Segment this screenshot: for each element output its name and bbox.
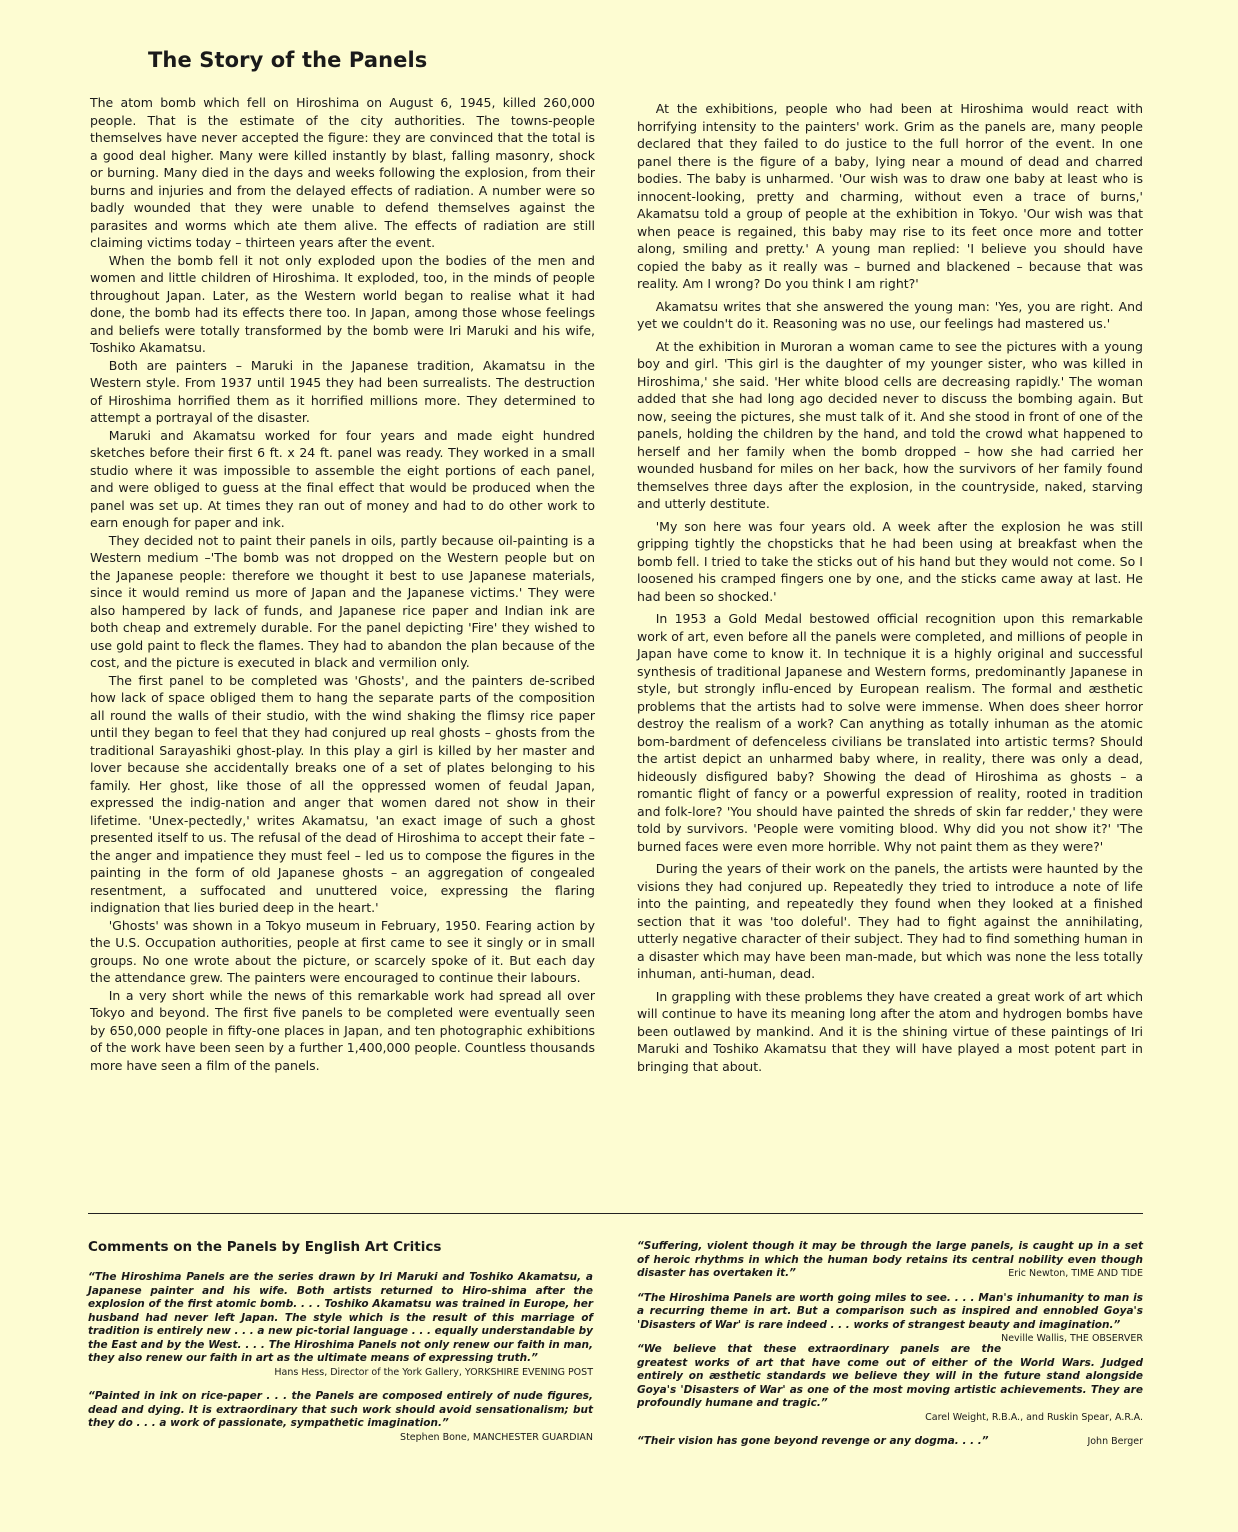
quote-attribution: Neville Wallis, THE OBSERVER (1001, 1333, 1143, 1344)
paragraph: Both are painters – Maruki in the Japanese tradition, Akamatsu in the Western style. From 1937 until 1945 they had been surrealists. The destruction of Hiroshima horrified them as it horrified millions more. They determined to attempt a portrayal of the disaster. (90, 357, 595, 425)
quote-attribution: Carel Weight, R.B.A., and Ruskin Spear, A.R.A. (925, 1411, 1143, 1423)
paragraph: In 1953 a Gold Medal bestowed official recognition upon this remarkable work of art, even before all the panels were completed, and millions of people in Japan have come to know it. In technique it is a highly original and successful synthesis of traditional Japanese and Western forms, predominantly Japanese in style, but strongly influ-enced by European realism. The formal and æsthetic problems that the artists had to solve were immense. When does sheer horror destroy the realism of a work? Can anything as totally inhuman as the atomic bom-bardment of defenceless civilians be translated into artistic terms? Should the artist depict an unharmed baby where, in reality, there was only a dead, hideously disfigured baby? Showing the dead of Hiroshima as ghosts – a romantic flight of fancy or a powerful expression of reality, rooted in tradition and folk-lore? 'You should have painted the shreds of skin far redder,' they were told by survivors. 'People were vomiting blood. Why did you not show it?' 'The burned faces were even more horrible. Why not paint them as they were?' (637, 611, 1143, 854)
critic-quote (88, 1390, 593, 1443)
quote-text: “Suffering, violent though it may be through the large panels, is caught up in a set of heroic rhythms in which the human body retains its central nobility even though disaster has overtaken it.” (637, 1240, 1143, 1279)
paragraph: At the exhibitions, people who had been at Hiroshima would react with horrifying intensity to the painters' work. Grim as the panels are, many people declared that they failed to do justice to the full horror of the event. In one panel there is the figure of a baby, lying near a mound of dead and charred bodies. The baby is unharmed. 'Our wish was to draw one baby at least who is innocent-looking, pretty and charming, without even a trace of burns,' Akamatsu told a group of people at the exhibition in Tokyo. 'Our wish was that when peace is regained, this baby may rise to its feet once more and totter along, smiling and pretty.' A young man replied: 'I believe you should have copied the baby as it really was – burned and blackened – because that was reality. Am I wrong? Do you think I am right?' (637, 101, 1143, 291)
critic-quote (88, 1271, 593, 1379)
quote-attribution: Stephen Bone, MANCHESTER GUARDIAN (400, 1431, 593, 1443)
paragraph: In grappling with these problems they have created a great work of art which will continue to have its meaning long after the atom and hydrogen bombs have been outlawed by mankind. And it is the shining virtue of these paintings of Iri Maruki and Toshiko Akamatsu that they will have played a most potent part in bringing that about. (637, 988, 1143, 1074)
quote-attribution: Eric Newton, TIME AND TIDE (1008, 1268, 1143, 1279)
quote-attribution: John Berger (1087, 1436, 1143, 1447)
quote-text: “Their vision has gone beyond revenge or any dogma. . . .” (637, 1435, 989, 1447)
quote-text: “The Hiroshima Panels are the series drawn by Iri Maruki and Toshiko Akamatsu, a Japanese painter and his wife. Both artists returned to Hiro-shima after the explosion of the first atomic bomb. . . . Toshiko Akamatsu was trained in Europe, her husband had never left Japan. The style which is the result of this marriage of tradition is entirely new . . . a new pic-torial language . . . equally understandable by the East and by the West. . . . The Hiroshima Panels not only renew our faith in man, they also renew our faith in art as the ultimate means of expressing truth.” (88, 1271, 593, 1364)
critics-heading: Comments on the Panels by English Art Critics (88, 1239, 442, 1255)
article-left-column (90, 94, 595, 1074)
quote-text: “Painted in ink on rice-paper . . . the Panels are composed entirely of nude figures, dead and dying. It is extraordinary that such work should avoid sensationalism; but they do . . . a work of passionate, sympathetic imagination.” (88, 1390, 593, 1429)
paragraph: When the bomb fell it not only exploded upon the bodies of the men and women and little children of Hiroshima. It exploded, too, in the minds of people throughout Japan. Later, as the Western world began to realise what it had done, the bomb had its effects there too. In Japan, among those whose feelings and beliefs were totally transformed by the bomb were Iri Maruki and his wife, Toshiko Akamatsu. (90, 252, 595, 355)
quote-attribution: Hans Hess, Director of the York Gallery, YORKSHIRE EVENING POST (274, 1366, 593, 1378)
critic-quote (637, 1435, 1143, 1449)
article-right-column (637, 100, 1143, 1080)
paragraph: The first panel to be completed was 'Ghosts', and the painters de-scribed how lack of space obliged them to hang the separate parts of the composition all round the walls of their studio, with the wind shaking the flimsy rice paper until they began to feel that they had conjured up real ghosts – ghosts from the traditional Sarayashiki ghost-play. In this play a girl is killed by her master and lover because she accidentally breaks one of a set of plates belonging to his family. Her ghost, like those of all the oppressed women of feudal Japan, expressed the indig-nation and anger that women dared not show in their lifetime. 'Unex-pectedly,' writes Akamatsu, 'an exact image of such a ghost presented itself to us. The refusal of the dead of Hiroshima to accept their fate – the anger and impatience they must feel – led us to compose the figures in the painting in the form of old Japanese ghosts – an aggregation of congealed resentment, a suffocated and unuttered voice, expressing the flaring indignation that lies buried deep in the heart.' (90, 672, 595, 915)
paragraph: Maruki and Akamatsu worked for four years and made eight hundred sketches before their first 6 ft. x 24 ft. panel was ready. They worked in a small studio where it was impossible to assemble the eight portions of each panel, and were obliged to guess at the final effect that would be produced when the panel was set up. At times they ran out of money and had to do other work to earn enough for paper and ink. (90, 427, 595, 530)
critic-quote (637, 1343, 1143, 1424)
critic-quote (637, 1291, 1143, 1344)
paragraph: 'Ghosts' was shown in a Tokyo museum in February, 1950. Fearing action by the U.S. Occupation authorities, people at first came to see it singly or in small groups. No one wrote about the picture, or scarcely spoke of it. But each day the attendance grew. The painters were encouraged to continue their labours. (90, 917, 595, 985)
page-title: The Story of the Panels (148, 48, 428, 72)
quote-text: “We believe that these extraordinary panels are the greatest works of art that have come out of either of the World Wars. Judged entirely on æsthetic standards we believe they will in the future stand alongside Goya's 'Disasters of War' as one of the most moving artistic achievements. They are profoundly humane and tragic.” (637, 1343, 1143, 1409)
critics-left-column (88, 1271, 593, 1444)
paragraph: At the exhibition in Muroran a woman came to see the pictures with a young boy and girl. 'This girl is the daughter of my younger sister, who was killed in Hiroshima,' she said. 'Her white blood cells are decreasing rapidly.' The woman added that she had long ago decided never to discuss the bombing again. But now, seeing the pictures, she must talk of it. And she stood in front of one of the panels, holding the children by the hand, and told the crowd what happened to herself and her family when the bomb dropped – how she had carried her wounded husband for miles on her back, how the survivors of her family found themselves three days after the explosion, in the countryside, naked, starving and utterly destitute. (637, 338, 1143, 511)
critics-right-column (637, 1240, 1143, 1460)
paragraph: In a very short while the news of this remarkable work had spread all over Tokyo and beyond. The first five panels to be completed were eventually seen by 650,000 people in fifty-one places in Japan, and ten photographic exhibitions of the work have been seen by a further 1,400,000 people. Countless thousands more have seen a film of the panels. (90, 987, 595, 1073)
paragraph: The atom bomb which fell on Hiroshima on August 6, 1945, killed 260,000 people. That is the estimate of the city authorities. The towns-people themselves have never accepted the figure: they are convinced that the total is a good deal higher. Many were killed instantly by blast, falling masonry, shock or burning. Many died in the days and weeks following the explosion, from their burns and injuries and from the delayed effects of radiation. A number were so badly wounded that they were unable to defend themselves against the parasites and worms which ate them alive. The effects of radiation are still claiming victims today – thirteen years after the event. (90, 95, 595, 250)
paragraph: During the years of their work on the panels, the artists were haunted by the visions they had conjured up. Repeatedly they tried to introduce a note of life into the painting, and repeatedly they found when they looked at a finished section that it was 'too doleful'. They had to fight against the annihilating, utterly negative character of their subject. They had to find something human in a disaster which may have been man-made, but which was none the less totally inhuman, anti-human, dead. (637, 861, 1143, 981)
critic-quote (637, 1240, 1143, 1281)
paragraph: They decided not to paint their panels in oils, partly because oil-painting is a Western medium –'The bomb was not dropped on the Western people but on the Japanese people: therefore we thought it best to use Japanese materials, since it would remind us more of Japan and the Japanese victims.' They were also hampered by lack of funds, and Japanese rice paper and Indian ink are both cheap and extremely durable. For the panel depicting 'Fire' they wished to use gold paint to fleck the flames. They had to abandon the plan because of the cost, and the picture is executed in black and vermilion only. (90, 532, 595, 670)
paragraph: Akamatsu writes that she answered the young man: 'Yes, you are right. And yet we couldn't do it. Reasoning was no use, our feelings had mastered us.' (637, 298, 1143, 331)
paragraph: 'My son here was four years old. A week after the explosion he was still gripping tightly the chopsticks that he had been using at breakfast when the bomb fell. I tried to take the sticks out of his hand but they would not come. So I loosened his cramped fingers one by one, and the sticks came away at last. He had been so shocked.' (637, 518, 1143, 604)
quote-text: “The Hiroshima Panels are worth going miles to see. . . . Man's inhumanity to man is a recurring theme in art. But a comparison such as inspired and ennobled Goya's 'Disasters of War' is rare indeed . . . works of strangest beauty and imagination.” (637, 1291, 1143, 1331)
section-divider (88, 1213, 1143, 1214)
